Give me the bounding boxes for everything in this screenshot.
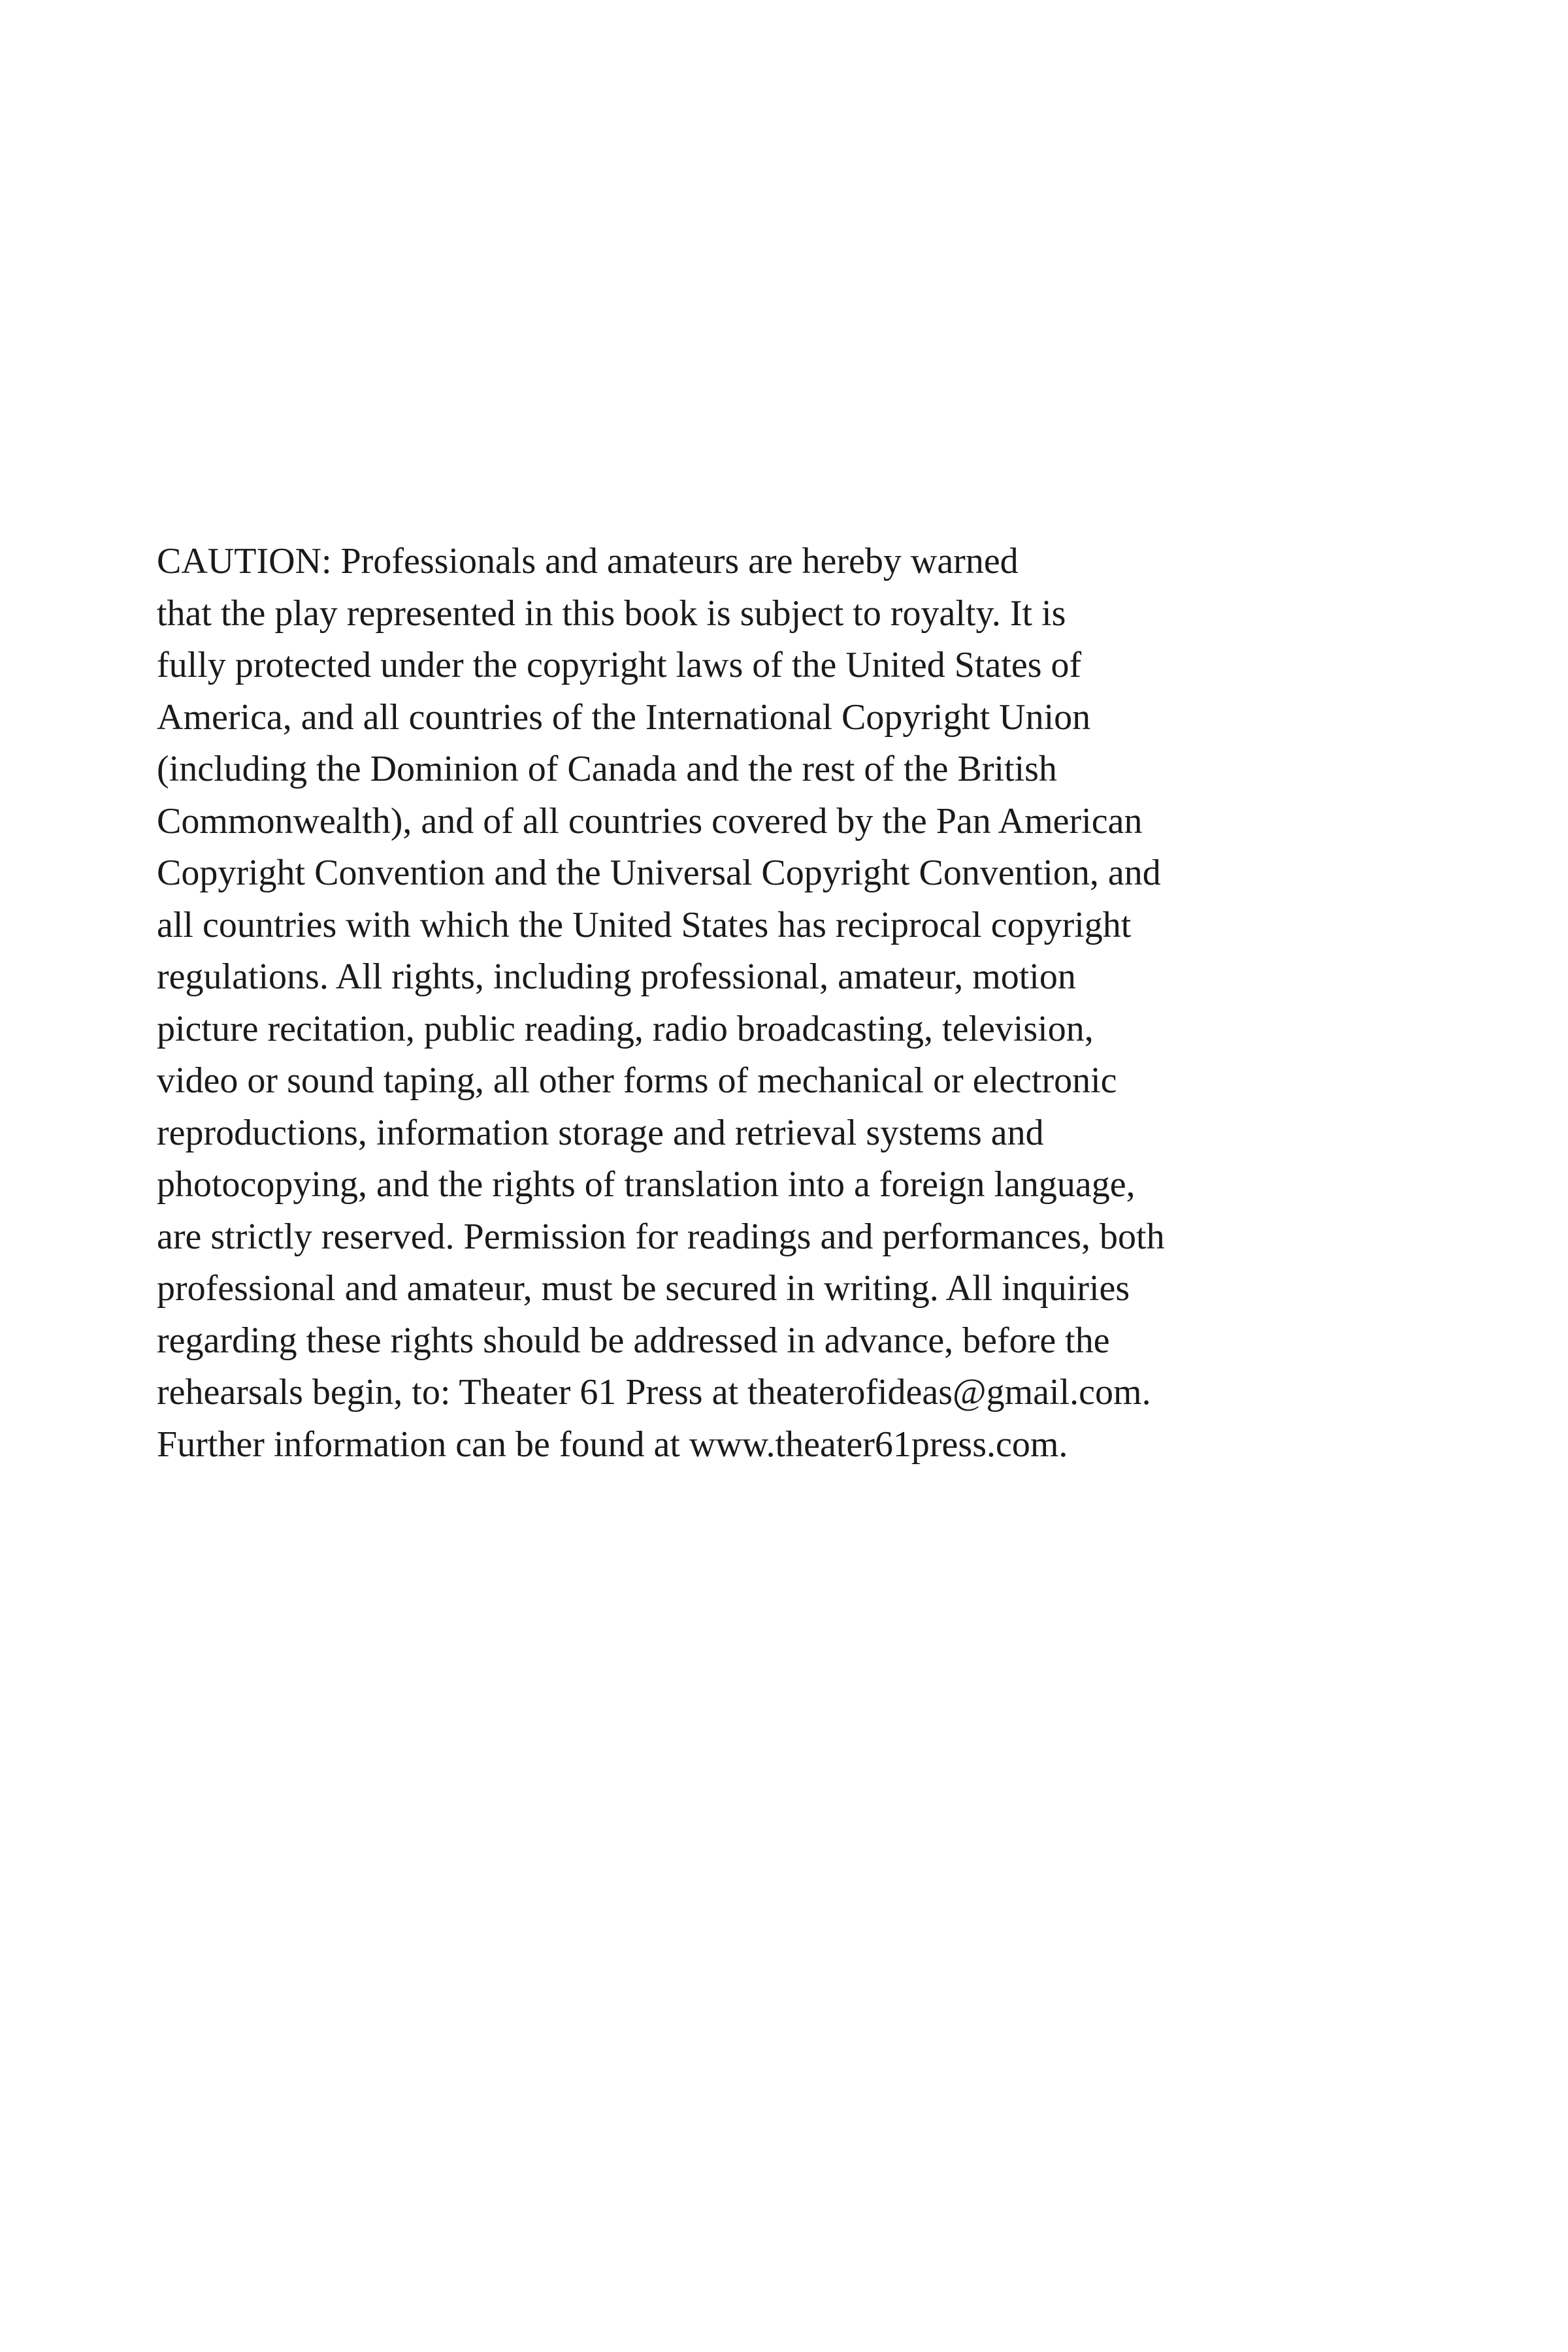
copyright-caution-notice: [157, 536, 1463, 1471]
notice-line: fully protected under the copyright laws of the United States of: [157, 645, 1082, 685]
notice-line: regarding these rights should be addressed in advance, before the: [157, 1320, 1110, 1361]
notice-line: America, and all countries of the International Copyright Union: [157, 696, 1091, 738]
notice-line: video or sound taping, all other forms of mechanical or electronic: [157, 1060, 1117, 1101]
notice-line: professional and amateur, must be secured in writing. All inquiries: [157, 1268, 1130, 1309]
notice-line: all countries with which the United States has reciprocal copyright: [157, 904, 1132, 945]
notice-line: picture recitation, public reading, radio broadcasting, television,: [157, 1008, 1094, 1049]
notice-line: rehearsals begin, to: Theater 61 Press at theaterofideas@gmail.com.: [157, 1372, 1151, 1413]
notice-line: regulations. All rights, including professional, amateur, motion: [157, 956, 1076, 997]
notice-line: that the play represented in this book is subject to royalty. It is: [157, 593, 1066, 634]
notice-line: are strictly reserved. Permission for readings and performances, both: [157, 1216, 1165, 1257]
notice-line: photocopying, and the rights of translation into a foreign language,: [157, 1164, 1135, 1205]
notice-line: Copyright Convention and the Universal Copyright Convention, and: [157, 853, 1161, 893]
notice-line: (including the Dominion of Canada and the rest of the British: [157, 749, 1057, 789]
notice-line: Further information can be found at www.theater61press.com.: [157, 1424, 1068, 1465]
notice-line: CAUTION: Professionals and amateurs are hereby warned: [157, 541, 1019, 581]
notice-line: reproductions, information storage and retrieval systems and: [157, 1112, 1044, 1153]
notice-line: Commonwealth), and of all countries covered by the Pan American: [157, 800, 1143, 841]
